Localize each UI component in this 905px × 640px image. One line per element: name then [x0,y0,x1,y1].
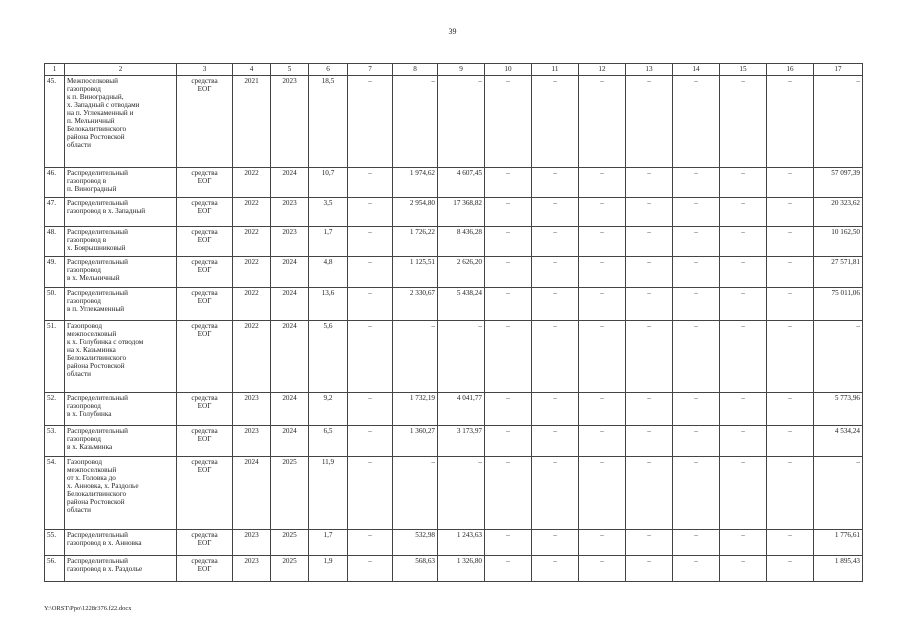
cell: – [767,198,814,227]
start-year: 2023 [233,393,271,426]
total-value: 10 162,50 [814,227,863,257]
total-value: – [814,321,863,393]
end-year: 2024 [271,257,309,288]
cell: 1 732,19 [393,393,438,426]
end-year: 2025 [271,556,309,582]
cell: – [579,556,626,582]
cell: – [579,257,626,288]
cell: – [348,168,393,198]
cell: – [393,457,438,530]
cell: – [626,393,673,426]
column-number: 7 [348,64,393,76]
length-km: 3,5 [309,198,348,227]
row-number: 48. [45,227,65,257]
table-row [45,457,863,530]
total-value: 20 323,62 [814,198,863,227]
cell: – [579,168,626,198]
object-name: Распределительный газопровод в х. Анновка [65,530,177,556]
end-year: 2025 [271,530,309,556]
row-number: 52. [45,393,65,426]
cell: – [673,530,720,556]
object-name: Газопровод межпоселковый к х. Голубинка с отводом на х. Казьминка Белокалитвинского района Ростовской области [65,321,177,393]
cell: – [673,556,720,582]
length-km: 1,7 [309,530,348,556]
cell: – [532,76,579,168]
end-year: 2023 [271,227,309,257]
cell: – [532,257,579,288]
table-row [45,556,863,582]
cell: – [485,457,532,530]
length-km: 9,2 [309,393,348,426]
start-year: 2024 [233,457,271,530]
cell: – [626,288,673,321]
funding-source: средства ЕОГ [177,393,233,426]
row-number: 56. [45,556,65,582]
start-year: 2022 [233,168,271,198]
cell: – [673,457,720,530]
total-value: 75 011,06 [814,288,863,321]
cell: 5 438,24 [438,288,485,321]
cell: 568,63 [393,556,438,582]
column-number: 10 [485,64,532,76]
row-number: 45. [45,76,65,168]
cell: – [720,556,767,582]
cell: – [720,321,767,393]
column-number-row [45,64,863,76]
column-number: 5 [271,64,309,76]
cell: – [532,198,579,227]
cell: – [626,426,673,457]
cell: 2 330,67 [393,288,438,321]
column-number: 6 [309,64,348,76]
cell: – [720,227,767,257]
total-value: 27 571,81 [814,257,863,288]
table-row [45,288,863,321]
cell: – [348,556,393,582]
cell: – [438,76,485,168]
end-year: 2024 [271,393,309,426]
funding-source: средства ЕОГ [177,76,233,168]
table-row [45,530,863,556]
cell: – [579,530,626,556]
total-value: 1 776,61 [814,530,863,556]
funding-source: средства ЕОГ [177,227,233,257]
cell: – [673,168,720,198]
cell: – [626,556,673,582]
funding-source: средства ЕОГ [177,530,233,556]
cell: – [767,426,814,457]
cell: – [579,198,626,227]
cell: 4 041,77 [438,393,485,426]
cell: 532,98 [393,530,438,556]
table-row [45,168,863,198]
start-year: 2021 [233,76,271,168]
cell: – [626,321,673,393]
object-name: Распределительный газопровод в п. Виноградный [65,168,177,198]
cell: – [673,198,720,227]
total-value: 1 895,43 [814,556,863,582]
cell: – [767,168,814,198]
cell: – [720,198,767,227]
column-number: 14 [673,64,720,76]
column-number: 17 [814,64,863,76]
table-row [45,257,863,288]
start-year: 2022 [233,288,271,321]
cell: – [673,257,720,288]
end-year: 2023 [271,198,309,227]
cell: 3 173,97 [438,426,485,457]
object-name: Распределительный газопровод в х. Боярышниковый [65,227,177,257]
cell: – [348,457,393,530]
cell: – [673,227,720,257]
funding-source: средства ЕОГ [177,556,233,582]
cell: – [673,76,720,168]
length-km: 1,7 [309,227,348,257]
row-number: 46. [45,168,65,198]
cell: 1 243,63 [438,530,485,556]
end-year: 2024 [271,321,309,393]
total-value: – [814,457,863,530]
cell: – [485,288,532,321]
cell: 1 726,22 [393,227,438,257]
cell: 1 360,27 [393,426,438,457]
cell: – [720,288,767,321]
total-value: – [814,76,863,168]
column-number: 1 [45,64,65,76]
cell: – [626,198,673,227]
cell: – [720,393,767,426]
row-number: 54. [45,457,65,530]
cell: – [720,168,767,198]
cell: – [579,457,626,530]
start-year: 2022 [233,321,271,393]
length-km: 6,5 [309,426,348,457]
cell: – [532,288,579,321]
cell: – [720,530,767,556]
cell: – [348,321,393,393]
object-name: Распределительный газопровод в х. Раздолье [65,556,177,582]
row-number: 51. [45,321,65,393]
cell: 17 368,82 [438,198,485,227]
cell: – [720,76,767,168]
cell: – [532,393,579,426]
row-number: 55. [45,530,65,556]
column-number: 8 [393,64,438,76]
cell: – [348,426,393,457]
cell: – [532,530,579,556]
cell: – [485,76,532,168]
cell: – [485,321,532,393]
cell: – [485,227,532,257]
cell: – [626,76,673,168]
column-number: 11 [532,64,579,76]
cell: – [767,457,814,530]
start-year: 2022 [233,227,271,257]
start-year: 2023 [233,530,271,556]
object-name: Распределительный газопровод в х. Западный [65,198,177,227]
object-name: Распределительный газопровод в х. Мельничный [65,257,177,288]
total-value: 5 773,96 [814,393,863,426]
total-value: 57 097,39 [814,168,863,198]
cell: – [348,530,393,556]
cell: – [485,168,532,198]
cell: – [579,76,626,168]
page-number: 39 [448,27,457,36]
object-name: Газопровод межпоселковый от х. Головка до х. Анновка, х. Раздолье Белокалитвинского района Ростовской области [65,457,177,530]
cell: – [626,530,673,556]
table-row [45,76,863,168]
cell: – [720,257,767,288]
table-row [45,321,863,393]
cell: – [348,227,393,257]
cell: – [532,321,579,393]
cell: 4 607,45 [438,168,485,198]
start-year: 2022 [233,198,271,227]
cell: – [485,556,532,582]
cell: 1 326,80 [438,556,485,582]
cell: – [532,227,579,257]
cell: – [579,393,626,426]
object-name: Межпоселковый газопровод к п. Виноградный, х. Западный с отводами на п. Углекаменный и п. Мельничный Белокалитвинского района Ростовской области [65,76,177,168]
cell: – [673,393,720,426]
cell: – [485,198,532,227]
object-name: Распределительный газопровод в п. Углекаменный [65,288,177,321]
funding-source: средства ЕОГ [177,288,233,321]
cell: – [673,288,720,321]
cell: 1 125,51 [393,257,438,288]
column-number: 3 [177,64,233,76]
column-number: 13 [626,64,673,76]
column-number: 16 [767,64,814,76]
cell: – [579,321,626,393]
length-km: 13,6 [309,288,348,321]
cell: – [720,426,767,457]
funding-source: средства ЕОГ [177,168,233,198]
table-row [45,426,863,457]
cell: – [673,321,720,393]
cell: – [767,321,814,393]
cell: – [532,426,579,457]
row-number: 49. [45,257,65,288]
cell: – [393,76,438,168]
cell: – [626,168,673,198]
column-number: 15 [720,64,767,76]
cell: 1 974,62 [393,168,438,198]
cell: – [438,457,485,530]
cell: – [767,530,814,556]
column-number: 9 [438,64,485,76]
funding-source: средства ЕОГ [177,457,233,530]
column-number: 12 [579,64,626,76]
end-year: 2024 [271,168,309,198]
cell: – [485,426,532,457]
cell: 2 954,80 [393,198,438,227]
length-km: 4,8 [309,257,348,288]
length-km: 1,9 [309,556,348,582]
start-year: 2022 [233,257,271,288]
end-year: 2023 [271,76,309,168]
cell: – [348,288,393,321]
cell: – [673,426,720,457]
cell: – [348,393,393,426]
cell: 2 626,20 [438,257,485,288]
column-number: 2 [65,64,177,76]
cell: – [485,257,532,288]
object-name: Распределительный газопровод в х. Казьминка [65,426,177,457]
cell: 8 436,28 [438,227,485,257]
funding-source: средства ЕОГ [177,426,233,457]
object-name: Распределительный газопровод в х. Голубинка [65,393,177,426]
end-year: 2024 [271,288,309,321]
table-row [45,198,863,227]
cell: – [626,227,673,257]
cell: – [579,426,626,457]
file-path-footer: Y:\ORST\Ppo\1228r376.f22.docx [44,605,132,612]
start-year: 2023 [233,426,271,457]
cell: – [626,457,673,530]
row-number: 50. [45,288,65,321]
cell: – [532,457,579,530]
funding-source: средства ЕОГ [177,198,233,227]
funding-source: средства ЕОГ [177,321,233,393]
row-number: 53. [45,426,65,457]
table-row [45,393,863,426]
cell: – [485,530,532,556]
length-km: 11,9 [309,457,348,530]
length-km: 10,7 [309,168,348,198]
cell: – [579,227,626,257]
cell: – [348,76,393,168]
cell: – [348,257,393,288]
cell: – [438,321,485,393]
row-number: 47. [45,198,65,227]
column-number: 4 [233,64,271,76]
cell: – [720,457,767,530]
length-km: 5,6 [309,321,348,393]
funding-source: средства ЕОГ [177,257,233,288]
cell: – [579,288,626,321]
table-row [45,227,863,257]
cell: – [767,556,814,582]
cell: – [485,393,532,426]
cell: – [767,393,814,426]
cell: – [348,198,393,227]
start-year: 2023 [233,556,271,582]
cell: – [767,227,814,257]
end-year: 2024 [271,426,309,457]
gas-pipeline-table [44,63,863,582]
cell: – [626,257,673,288]
cell: – [767,288,814,321]
cell: – [532,556,579,582]
cell: – [393,321,438,393]
length-km: 18,5 [309,76,348,168]
total-value: 4 534,24 [814,426,863,457]
cell: – [767,257,814,288]
cell: – [767,76,814,168]
cell: – [532,168,579,198]
end-year: 2025 [271,457,309,530]
